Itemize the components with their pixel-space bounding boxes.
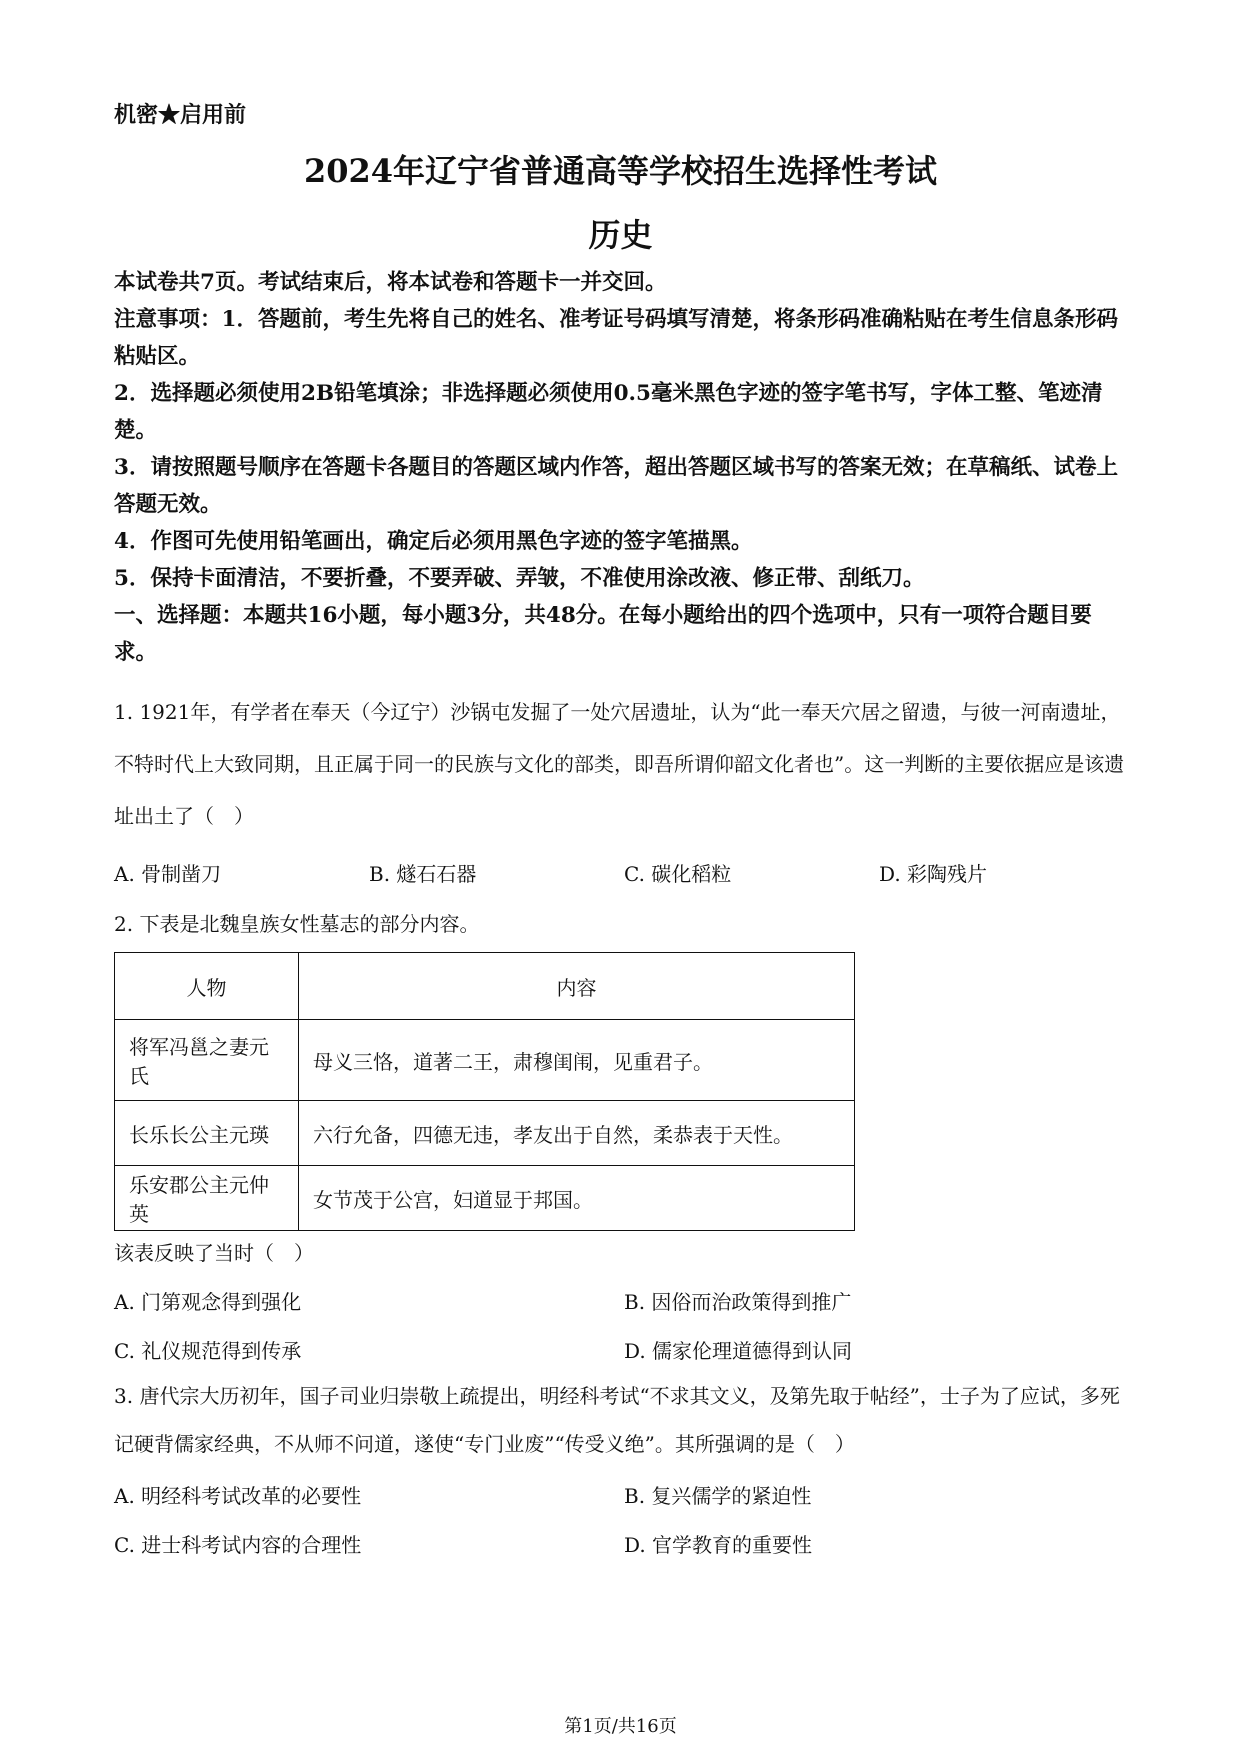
table-row xyxy=(115,1020,855,1101)
table-cell-person: 将军冯邕之妻元氏 xyxy=(115,1020,299,1101)
question-3 xyxy=(114,1372,1134,1468)
option-c: C. 进士科考试内容的合理性 xyxy=(114,1533,362,1557)
table-header-person: 人物 xyxy=(115,953,299,1020)
question-1-stem: 1. 1921年，有学者在奉天（今辽宁）沙锅屯发掘了一处穴居遗址，认为“此一奉天穴居之留遗，与彼一河南遗址，不特时代上大致同期，且正属于同一的民族与文化的部类，即吾所谓仰韶文化者也”。这一判断的主要依据应是该遗址出土了（ ） xyxy=(114,700,1125,828)
epitaph-table xyxy=(114,952,855,1231)
option-d: D. 儒家伦理道德得到认同 xyxy=(624,1339,853,1363)
table-cell-person: 乐安郡公主元仲英 xyxy=(115,1166,299,1231)
table-row xyxy=(115,1166,855,1231)
option-b: B. 因俗而治政策得到推广 xyxy=(624,1290,852,1314)
table-row xyxy=(115,1101,855,1166)
question-2-stem: 2. 下表是北魏皇族女性墓志的部分内容。 xyxy=(114,912,480,936)
question-2-options-row1 xyxy=(114,1286,1134,1315)
page-footer: 第1页/共16页 xyxy=(564,1716,677,1737)
question-2-prompt: 该表反映了当时（ ） xyxy=(114,1241,314,1265)
instructions xyxy=(114,264,1134,671)
question-3-options-row2 xyxy=(114,1529,1134,1558)
option-d: D. 官学教育的重要性 xyxy=(624,1533,813,1557)
option-a: A. 明经科考试改革的必要性 xyxy=(114,1484,362,1508)
option-d: D. 彩陶残片 xyxy=(879,862,988,886)
question-2-options-row2 xyxy=(114,1335,1134,1364)
table-cell-content: 女节茂于公宫，妇道显于邦国。 xyxy=(299,1166,855,1231)
table-header-content: 内容 xyxy=(299,953,855,1020)
instruction-1: 注意事项：1．答题前，考生先将自己的姓名、准考证号码填写清楚，将条形码准确粘贴在考生信息条形码粘贴区。 xyxy=(114,307,1118,369)
subject-title: 历史 xyxy=(588,216,653,254)
exam-title: 2024年辽宁省普通高等学校招生选择性考试 xyxy=(303,152,938,190)
option-b: B. 燧石石器 xyxy=(369,862,477,886)
question-1 xyxy=(114,686,1134,842)
confidential-label: 机密★启用前 xyxy=(114,102,247,128)
table-cell-content: 母义三恪，道著二王，肃穆闺闱，见重君子。 xyxy=(299,1020,855,1101)
section-heading: 一、选择题：本题共16小题，每小题3分，共48分。在每小题给出的四个选项中，只有一项符合题目要求。 xyxy=(114,603,1092,665)
table-cell-person: 长乐长公主元瑛 xyxy=(115,1101,299,1166)
option-b: B. 复兴儒学的紧迫性 xyxy=(624,1484,812,1508)
question-3-stem: 3. 唐代宗大历初年，国子司业归崇敬上疏提出，明经科考试“不求其文义，及第先取于帖经”，士子为了应试，多死记硬背儒家经典，不从师不问道，遂使“专门业废”“传受义绝”。其所强调的是（ ） xyxy=(114,1384,1120,1456)
question-1-options xyxy=(114,858,1134,887)
question-3-options-row1 xyxy=(114,1480,1134,1509)
option-a: A. 骨制凿刀 xyxy=(114,862,222,886)
instruction-5: 5．保持卡面清洁，不要折叠，不要弄破、弄皱，不准使用涂改液、修正带、刮纸刀。 xyxy=(114,566,925,591)
table-cell-content: 六行允备，四德无违，孝友出于自然，柔恭表于天性。 xyxy=(299,1101,855,1166)
instruction-intro: 本试卷共7页。考试结束后，将本试卷和答题卡一并交回。 xyxy=(114,270,667,295)
table-header-row xyxy=(115,953,855,1020)
instruction-4: 4．作图可先使用铅笔画出，确定后必须用黑色字迹的签字笔描黑。 xyxy=(114,529,753,554)
instruction-3: 3．请按照题号顺序在答题卡各题目的答题区域内作答，超出答题区域书写的答案无效；在草稿纸、试卷上答题无效。 xyxy=(114,455,1118,517)
instruction-2: 2．选择题必须使用2B铅笔填涂；非选择题必须使用0.5毫米黑色字迹的签字笔书写，字体工整、笔迹清楚。 xyxy=(114,381,1103,443)
option-a: A. 门第观念得到强化 xyxy=(114,1290,302,1314)
option-c: C. 碳化稻粒 xyxy=(624,862,732,886)
option-c: C. 礼仪规范得到传承 xyxy=(114,1339,302,1363)
